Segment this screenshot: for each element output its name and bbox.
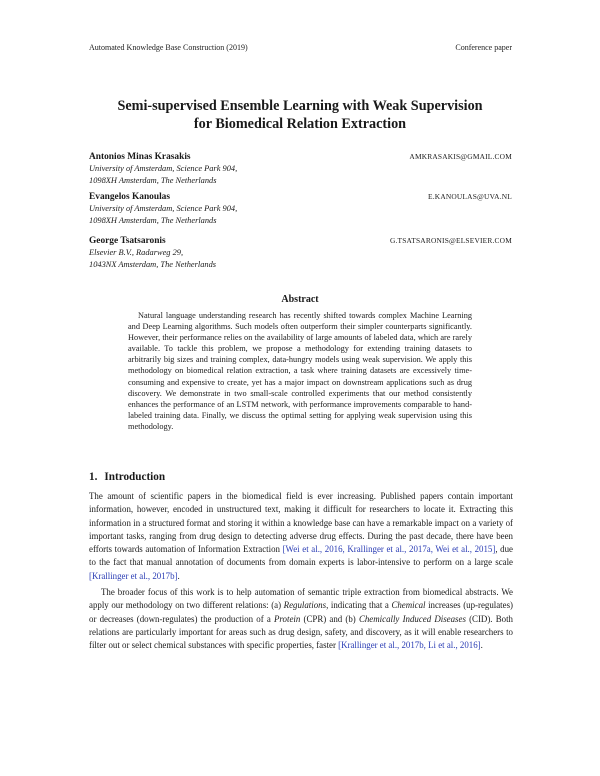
text-run: (CPR) and (b) [300, 613, 359, 624]
author-block-2 [89, 191, 512, 227]
abstract-text: Natural language understanding research has recently shifted towards complex Machine Learning and Deep Learning algorithms. Such models often outperform their simpler counterparts significantly. However, their performance relies on the availability of large amounts of labeled data, which are rarely available. To tackle this problem, we propose a methodology for extending training datasets to arbitrarily big sizes and training complex, data-hungry models using weak supervision. We apply this methodology on biomedical relation extraction, a task where training datasets are excessively time-consuming and expensive to create, yet has a major impact on downstream applications such as drug discovery. We demonstrate in two small-scale controlled experiments that our method consistently enhances the performance of an LSTM network, with performance improvements comparable to hand-labeled training data. Finally, we discuss the optimal setting for applying weak supervision using this methodology. [128, 311, 472, 431]
abstract-heading: Abstract [281, 294, 319, 305]
italic-term: Protein [274, 613, 301, 624]
venue-label: Automated Knowledge Base Construction (2019) [89, 43, 248, 52]
section-title: Introduction [104, 471, 166, 483]
paper-title [60, 97, 540, 133]
title-line-1: Semi-supervised Ensemble Learning with Weak Supervision [117, 98, 483, 114]
text-run: (CID). Both relations are particularly important for areas such as drug design, safety, and discovery, as it will enable researchers to filter out or select chemical substances with specific properties, faster [89, 613, 513, 651]
text-run: The amount of scientific papers in the biomedical field is ever increasing. Published papers contain important information, however, encoded in unstructured text, making it difficult for researchers to locate it. Extracting this information in a structured format and storing it within a knowledge base can have a remarkable impact on a variety of important tasks, ranging from drug design to detecting adverse drug effects. During the past decade, there have been efforts towards automation of Information Extraction [89, 491, 513, 555]
paper-type-label: Conference paper [455, 43, 512, 52]
paragraph [89, 586, 513, 652]
introduction-body [89, 490, 513, 653]
author-affiliation-line: University of Amsterdam, Science Park 904, [89, 164, 238, 173]
section-number: 1. [89, 471, 98, 483]
text-run: , indicating that a [326, 600, 392, 611]
author-email[interactable]: AMKRASAKIS@GMAIL.COM [409, 152, 512, 161]
author-block-1 [89, 151, 512, 187]
author-block-3 [89, 235, 512, 271]
citation-link[interactable]: [Krallinger et al., 2017b] [89, 570, 178, 581]
italic-term: Chemical [391, 600, 426, 611]
author-affiliation-line: Elsevier B.V., Radarweg 29, [89, 248, 184, 257]
author-affiliation-line: 1098XH Amsterdam, The Netherlands [89, 216, 217, 225]
author-name: Evangelos Kanoulas [89, 192, 171, 202]
text-run: increases (up-regulates) or decreases (down-regulates) the production of a [89, 600, 513, 624]
text-run: The broader focus of this work is to help automation of semantic triple extraction from biomedical abstracts. We apply our methodology on two different relations: (a) [89, 587, 513, 611]
text-run: . [177, 570, 180, 581]
author-email[interactable]: G.TSATSARONIS@ELSEVIER.COM [389, 236, 512, 245]
text-run: , due to the fact that manual annotation of documents from domain experts is labor-intensive to perform on a large scale [89, 544, 513, 568]
citation-link[interactable]: [Krallinger et al., 2017b, Li et al., 2016] [338, 640, 481, 651]
text-run: . [480, 640, 483, 651]
author-affiliation-line: University of Amsterdam, Science Park 904, [89, 204, 238, 213]
italic-term: Regulations [283, 600, 327, 611]
title-line-2: for Biomedical Relation Extraction [193, 116, 407, 132]
author-affiliation-line: 1043NX Amsterdam, The Netherlands [89, 260, 217, 269]
author-affiliation-line: 1098XH Amsterdam, The Netherlands [89, 176, 217, 185]
section-heading [89, 471, 165, 483]
author-email[interactable]: E.KANOULAS@UVA.NL [428, 192, 512, 201]
citation-link[interactable]: [Wei et al., 2016, Krallinger et al., 2017a, Wei et al., 2015] [282, 544, 496, 555]
author-name: George Tsatsaronis [89, 236, 166, 246]
italic-term: Chemically Induced Diseases [358, 613, 466, 624]
paragraph [89, 490, 513, 583]
running-header [89, 43, 512, 52]
author-name: Antonios Minas Krasakis [89, 152, 191, 162]
